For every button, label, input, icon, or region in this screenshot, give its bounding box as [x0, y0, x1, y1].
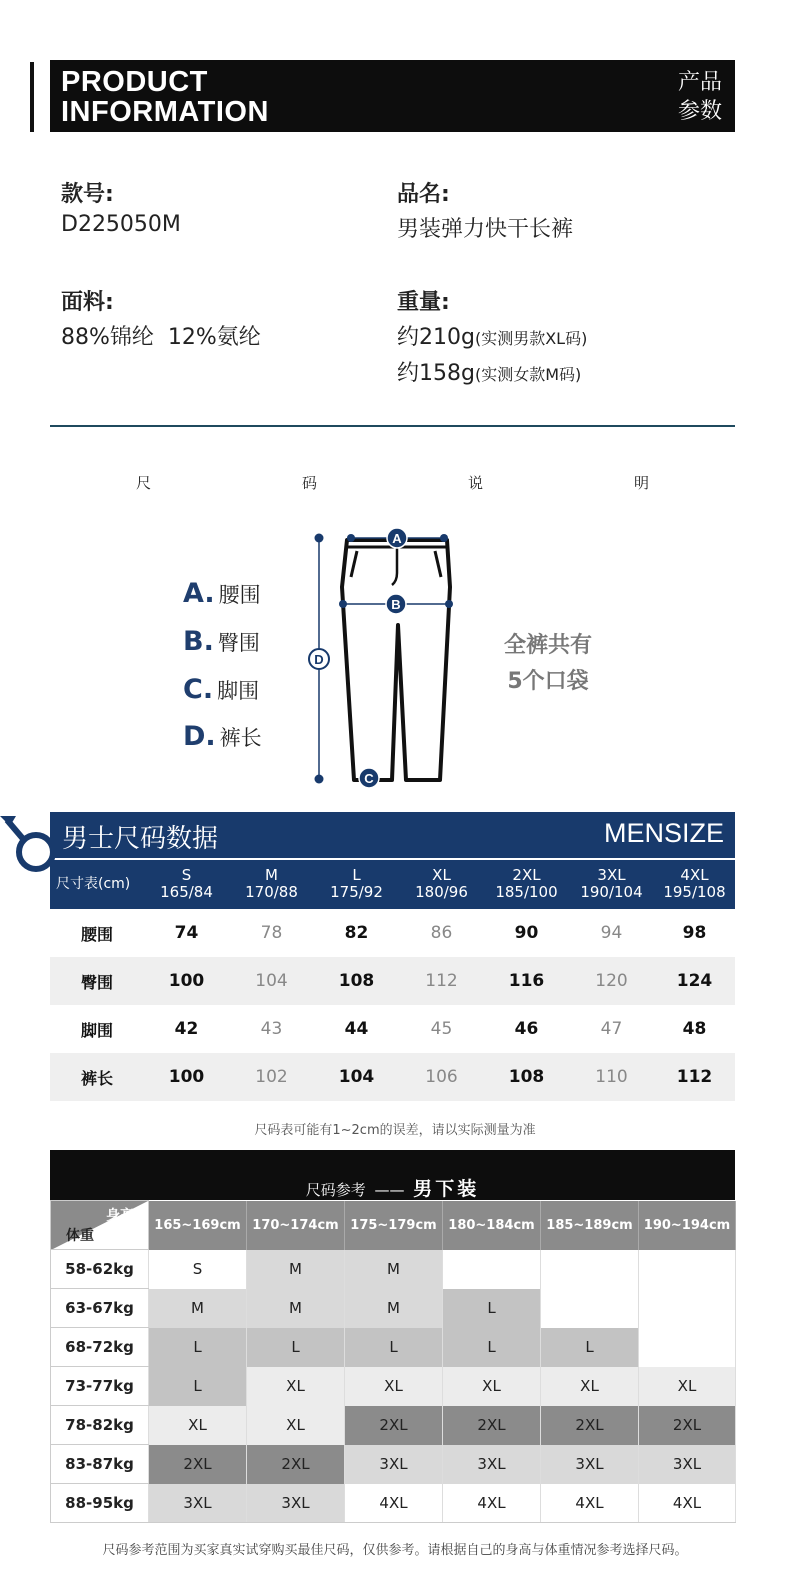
- table-cell: M: [247, 1289, 345, 1328]
- table-cell: 82: [344, 923, 369, 943]
- waist-dot-right: [440, 534, 448, 542]
- table-cell: 106: [399, 1053, 484, 1101]
- legend-label: 裤长: [219, 726, 262, 750]
- table-cell: L: [247, 1328, 345, 1367]
- legend-label: 臀围: [217, 631, 260, 655]
- table-cell: S: [149, 1250, 247, 1289]
- table-cell: 104: [314, 1053, 399, 1101]
- col-spec: 165/84: [160, 883, 213, 901]
- table-cell: 4XL: [541, 1484, 639, 1523]
- table-cell: 3XL: [443, 1445, 541, 1484]
- weight-value-1: [397, 320, 587, 351]
- table-row: [51, 1484, 736, 1523]
- weight-2-note: (实测女款M码): [474, 365, 582, 384]
- table-cell: XL: [541, 1367, 639, 1406]
- product-name-value: 男装弹力快干长裤: [397, 217, 574, 242]
- table-cell: 3XL: [247, 1484, 345, 1523]
- hip-dot-right: [445, 600, 453, 608]
- table-cell: 2XL: [247, 1445, 345, 1484]
- header-title-en-line1: PRODUCT: [61, 66, 208, 98]
- table-cell: 86: [430, 923, 453, 943]
- table-cell: 43: [260, 1019, 283, 1039]
- men-size-col: [144, 860, 229, 909]
- header-accent-bar: [30, 62, 34, 132]
- table-cell: 3XL: [149, 1484, 247, 1523]
- table-cell: M: [345, 1289, 443, 1328]
- men-size-header: [50, 812, 735, 858]
- table-row: [50, 1053, 735, 1101]
- men-size-col: [229, 860, 314, 909]
- table-row: [50, 1005, 735, 1053]
- table-row: [51, 1289, 736, 1328]
- table-cell: 100: [144, 1053, 229, 1101]
- height-header: 180~184cm: [443, 1201, 541, 1250]
- table-row: [51, 1328, 736, 1367]
- table-cell: L: [345, 1328, 443, 1367]
- style-no-value: D225050M: [61, 212, 181, 237]
- legend-letter: B.: [183, 626, 214, 657]
- row-label: 裤长: [50, 1053, 144, 1101]
- table-cell: 4XL: [443, 1484, 541, 1523]
- table-row: [51, 1445, 736, 1484]
- col-size: 4XL: [680, 866, 709, 884]
- weight-label: 88-95kg: [51, 1484, 149, 1523]
- size-reference-title-bold: 男下装: [413, 1178, 480, 1200]
- row-label: 臀围: [50, 957, 144, 1005]
- table-cell: 3XL: [541, 1445, 639, 1484]
- marker-a: [387, 528, 407, 548]
- men-size-table: [50, 909, 735, 1101]
- length-dot-top: [315, 534, 324, 543]
- size-reference-title: [50, 1174, 735, 1201]
- size-reference-title-prefix: 尺码参考: [305, 1181, 366, 1199]
- header-title-cn-line2: 参数: [677, 99, 722, 124]
- table-cell: 42: [174, 1019, 199, 1039]
- table-cell: L: [443, 1289, 541, 1328]
- table-cell: [541, 1250, 639, 1289]
- table-cell: M: [247, 1250, 345, 1289]
- size-guide-title-char: 说: [468, 474, 484, 492]
- height-header: 165~169cm: [149, 1201, 247, 1250]
- col-spec: 190/104: [580, 883, 643, 901]
- marker-c: [359, 768, 379, 788]
- men-size-col: [569, 860, 654, 909]
- men-size-col: [314, 860, 399, 909]
- size-reference-table: [50, 1200, 736, 1523]
- table-cell: 124: [654, 957, 735, 1005]
- table-cell: 3XL: [639, 1445, 736, 1484]
- row-label: 腰围: [80, 924, 113, 944]
- weight-label: 83-87kg: [51, 1445, 149, 1484]
- header-title-cn: [678, 68, 722, 126]
- marker-c-label: C: [364, 771, 374, 786]
- table-cell: 47: [600, 1019, 623, 1039]
- table-cell: [639, 1328, 736, 1367]
- col-size: XL: [432, 866, 451, 884]
- table-cell: M: [149, 1289, 247, 1328]
- table-cell: 48: [682, 1019, 707, 1039]
- table-cell: 4XL: [345, 1484, 443, 1523]
- weight-2: 约158g: [397, 361, 475, 386]
- weight-label: 重量:: [397, 290, 450, 315]
- men-size-col: [654, 860, 735, 909]
- corner-height-label: 身高: [106, 1208, 134, 1224]
- table-cell: 45: [430, 1019, 453, 1039]
- height-header: 185~189cm: [541, 1201, 639, 1250]
- table-cell: 90: [514, 923, 539, 943]
- table-cell: 120: [569, 957, 654, 1005]
- table-corner: [51, 1201, 149, 1250]
- hip-dot-left: [339, 600, 347, 608]
- style-no-label: 款号:: [61, 182, 114, 207]
- table-cell: L: [443, 1328, 541, 1367]
- weight-label: 78-82kg: [51, 1406, 149, 1445]
- men-size-col: [484, 860, 569, 909]
- table-cell: 74: [174, 923, 199, 943]
- corner-weight-label: 体重: [66, 1228, 94, 1244]
- table-cell: 112: [399, 957, 484, 1005]
- header-title-en: [61, 67, 269, 127]
- table-cell: XL: [345, 1367, 443, 1406]
- weight-label: 63-67kg: [51, 1289, 149, 1328]
- men-size-col: [399, 860, 484, 909]
- pockets-line-1: 全裤共有: [503, 633, 592, 658]
- col-size: 2XL: [512, 866, 541, 884]
- weight-label: 58-62kg: [51, 1250, 149, 1289]
- men-size-title: 男士尺码数据: [62, 824, 219, 854]
- table-cell: 78: [260, 923, 283, 943]
- legend-label: 腰围: [218, 583, 261, 607]
- legend-letter: C.: [183, 674, 214, 705]
- table-header-row: [51, 1201, 736, 1250]
- legend-waist: [183, 578, 261, 609]
- weight-label: 73-77kg: [51, 1367, 149, 1406]
- col-size: S: [181, 866, 192, 884]
- table-cell: [639, 1250, 736, 1289]
- table-cell: 2XL: [639, 1406, 736, 1445]
- table-cell: 102: [229, 1053, 314, 1101]
- table-cell: XL: [443, 1367, 541, 1406]
- legend-letter: A.: [183, 578, 215, 609]
- table-cell: 3XL: [345, 1445, 443, 1484]
- table-cell: 112: [654, 1053, 735, 1101]
- legend-length: [183, 721, 262, 752]
- table-cell: 108: [484, 1053, 569, 1101]
- weight-1: 约210g: [397, 325, 475, 350]
- table-cell: 116: [484, 957, 569, 1005]
- pants-outline: [342, 540, 450, 780]
- waist-dot-left: [347, 534, 355, 542]
- col-spec: 195/108: [663, 883, 726, 901]
- weight-label: 68-72kg: [51, 1328, 149, 1367]
- table-cell: XL: [149, 1406, 247, 1445]
- col-size: 3XL: [597, 866, 626, 884]
- table-cell: 2XL: [541, 1406, 639, 1445]
- table-cell: XL: [247, 1406, 345, 1445]
- col-spec: 185/100: [495, 883, 558, 901]
- table-row: [51, 1367, 736, 1406]
- marker-b: [386, 594, 406, 614]
- col-size: M: [265, 866, 278, 884]
- col-spec: 180/96: [415, 883, 468, 901]
- size-reference-header: [50, 1150, 735, 1200]
- table-cell: [443, 1250, 541, 1289]
- weight-value-2: [397, 356, 581, 387]
- men-size-corner: 尺寸表(cm): [56, 876, 131, 892]
- table-cell: L: [149, 1328, 247, 1367]
- height-header: 170~174cm: [247, 1201, 345, 1250]
- table-cell: L: [149, 1367, 247, 1406]
- measurement-note: 尺码表可能有1~2cm的误差，请以实际测量为准: [254, 1123, 536, 1138]
- legend-hem: [183, 674, 259, 705]
- size-reference-title-dash: ——: [374, 1181, 405, 1199]
- table-cell: 46: [514, 1019, 539, 1039]
- marker-d-label: D: [314, 652, 324, 667]
- table-cell: 100: [144, 957, 229, 1005]
- fabric-value: 88%锦纶 12%氨纶: [61, 325, 261, 350]
- table-cell: 2XL: [149, 1445, 247, 1484]
- table-cell: 104: [229, 957, 314, 1005]
- legend-letter: D.: [183, 721, 216, 752]
- table-cell: 98: [682, 923, 707, 943]
- table-cell: M: [345, 1250, 443, 1289]
- table-cell: 94: [600, 923, 623, 943]
- row-label: 脚围: [80, 1020, 113, 1040]
- product-name-label: 品名:: [397, 182, 450, 207]
- table-row: [50, 909, 735, 957]
- header-title-cn-line1: 产品: [677, 70, 722, 95]
- col-spec: 170/88: [245, 883, 298, 901]
- pants-diagram: [300, 525, 475, 795]
- weight-1-note: (实测男款XL码): [474, 329, 588, 348]
- size-guide-title-char: 明: [634, 474, 650, 492]
- table-cell: 44: [344, 1019, 369, 1039]
- col-spec: 175/92: [330, 883, 383, 901]
- size-reference-note: 尺码参考范围为买家真实试穿购买最佳尺码，仅供参考。请根据自己的身高与体重情况参考选择尺码。: [102, 1543, 688, 1558]
- size-guide-title-char: 尺: [136, 474, 152, 492]
- table-cell: 2XL: [345, 1406, 443, 1445]
- height-header: 175~179cm: [345, 1201, 443, 1250]
- table-row: [51, 1406, 736, 1445]
- table-cell: [639, 1289, 736, 1328]
- table-row: [51, 1250, 736, 1289]
- pockets-note: [498, 628, 598, 700]
- pockets-line-2: 5个口袋: [507, 669, 589, 694]
- marker-d: [309, 649, 329, 669]
- section-divider: [50, 425, 735, 427]
- men-size-title-en: MENSIZE: [603, 818, 724, 848]
- size-guide-title-char: 码: [302, 474, 318, 492]
- fabric-label: 面料:: [61, 290, 114, 315]
- table-cell: XL: [247, 1367, 345, 1406]
- header-title-en-line2: INFORMATION: [61, 96, 269, 128]
- table-cell: 2XL: [443, 1406, 541, 1445]
- col-size: L: [352, 866, 361, 884]
- height-header: 190~194cm: [639, 1201, 736, 1250]
- table-cell: 4XL: [639, 1484, 736, 1523]
- table-row: [50, 957, 735, 1005]
- table-cell: XL: [639, 1367, 736, 1406]
- table-cell: [541, 1289, 639, 1328]
- table-cell: 110: [569, 1053, 654, 1101]
- length-dot-bottom: [315, 775, 324, 784]
- legend-label: 脚围: [217, 679, 260, 703]
- marker-a-label: A: [392, 531, 402, 546]
- men-size-columns: [50, 860, 735, 909]
- marker-b-label: B: [391, 597, 401, 612]
- legend-hip: [183, 626, 260, 657]
- table-cell: 108: [314, 957, 399, 1005]
- table-cell: L: [541, 1328, 639, 1367]
